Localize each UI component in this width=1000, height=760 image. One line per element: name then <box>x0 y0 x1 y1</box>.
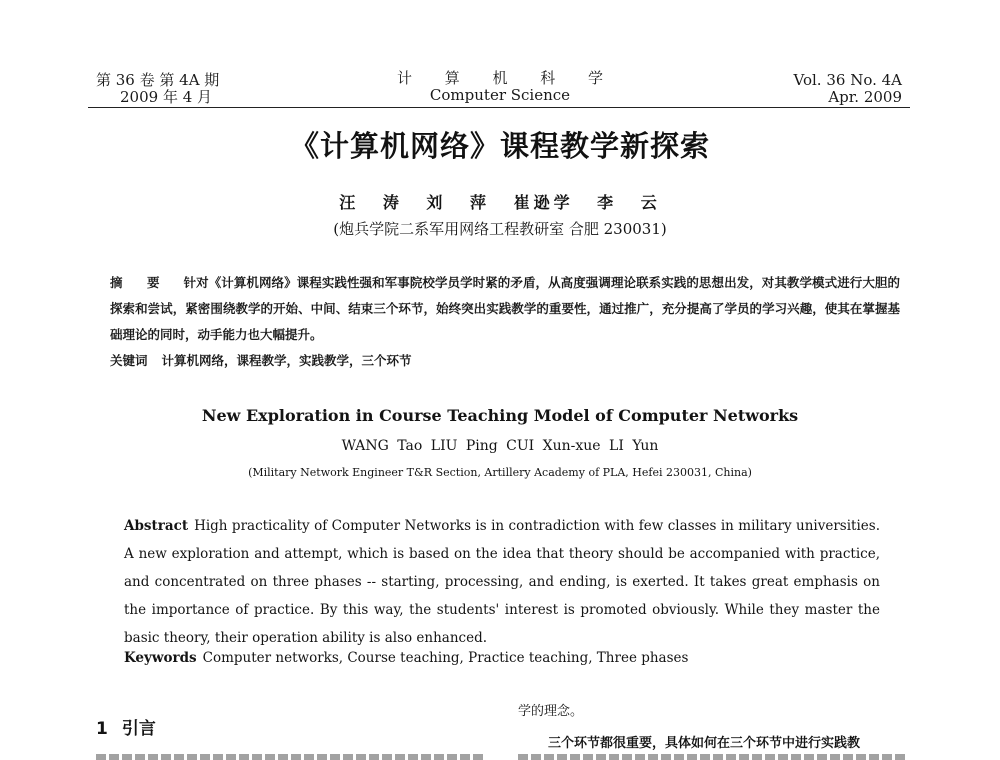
abstract-en <box>124 512 880 652</box>
header-vol-no: Vol. 36 No. 4A <box>793 71 902 89</box>
affiliation-cn: (炮兵学院二系军用网络工程教研室 合肥 230031) <box>333 220 667 238</box>
section-1-title: 引言 <box>121 719 156 739</box>
keywords-en-text: Computer networks, Course teaching, Practice teaching, Three phases <box>202 650 689 666</box>
abstract-cn-label: 摘 要 <box>110 275 170 290</box>
affiliation-en: (Military Network Engineer T&R Section, Artillery Academy of PLA, Hefei 230031, China) <box>248 466 752 479</box>
header-date-cn: 2009 年 4 月 <box>120 88 213 106</box>
journal-name-en: Computer Science <box>429 86 571 104</box>
body-left-cutoff-line <box>96 752 486 760</box>
abstract-cn-text: 针对《计算机网络》课程实践性强和军事院校学员学时紧的矛盾，从高度强调理论联系实践的思想出发，对其教学模式进行大胆的探索和尝试，紧密围绕教学的开始、中间、结束三个环节，始终突出实践教学的重要性，通过推广，充分提高了学员的学习兴趣，使其在掌握基础理论的同时，动手能力也大幅提升。 <box>110 275 900 342</box>
body-right-line-2: 三个环节都很重要，具体如何在三个环节中进行实践教 <box>548 736 861 751</box>
abstract-en-label: Abstract <box>124 518 189 534</box>
authors-cn: 汪 涛 刘 萍 崔逊学 李 云 <box>339 193 661 212</box>
section-1-number: 1 <box>96 719 108 739</box>
paper-title-en: New Exploration in Course Teaching Model of Computer Networks <box>201 406 799 425</box>
keywords-cn-text: 计算机网络，课程教学，实践教学，三个环节 <box>161 353 412 368</box>
journal-name-cn: 计 算 机 科 学 <box>396 69 618 87</box>
body-right-cutoff-line <box>518 752 908 760</box>
header-volume: 第 36 卷 第 4A 期 <box>96 71 220 89</box>
paper-title-cn: 《计算机网络》课程教学新探索 <box>289 129 710 163</box>
keywords-cn <box>110 348 900 374</box>
authors-en: WANG Tao LIU Ping CUI Xun-xue LI Yun <box>341 438 659 454</box>
keywords-en-label: Keywords <box>124 650 197 666</box>
abstract-en-text: High practicality of Computer Networks is in contradiction with few classes in military universities. A new exploration and attempt, which is based on the idea that theory should be accompanied with practice, and concentrated on three phases -- starting, processing, and ending, is exerted. It takes great emphasis on the importance of practice. By this way, the students' interest is promoted obviously. While they master the basic theory, their operation ability is also enhanced. <box>124 518 880 646</box>
keywords-en <box>124 650 880 666</box>
header-date-en: Apr. 2009 <box>828 88 902 106</box>
keywords-cn-label: 关键词 <box>110 353 148 368</box>
header-rule <box>88 107 910 108</box>
section-1-heading <box>96 714 156 739</box>
header-volume-en <box>794 72 902 106</box>
abstract-cn <box>110 270 900 348</box>
body-right-line-1: 学的理念。 <box>518 704 584 719</box>
